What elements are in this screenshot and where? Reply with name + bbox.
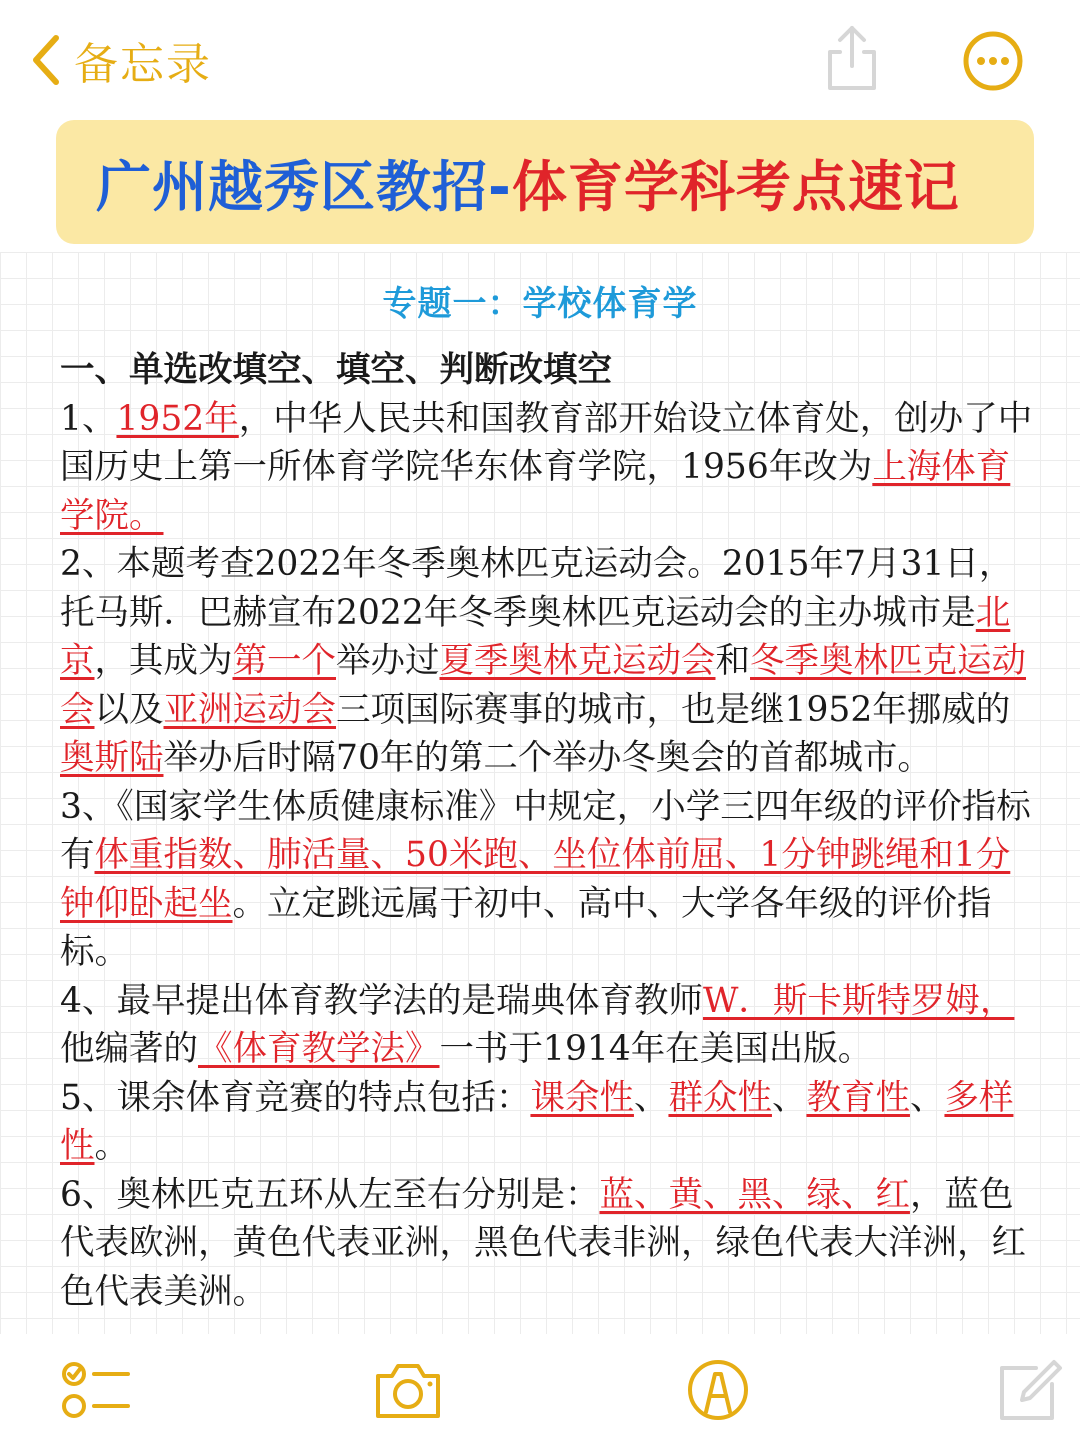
item-text: 一书于1914年在美国出版。 xyxy=(439,1029,873,1069)
item-text: ，其成为 xyxy=(94,641,233,681)
item-text: ，蓝色代表欧洲，黄色代表亚洲，黑色代表非洲，绿色代表大洋洲，红色代表美洲。 xyxy=(60,1174,1026,1312)
highlighted-answer: 上海体育学院。 xyxy=(60,447,1011,536)
checklist-icon[interactable] xyxy=(60,1358,132,1422)
item-text: 。立定跳远属于初中、高中、大学各年级的评价指标。 xyxy=(60,883,992,972)
item-text: 。 xyxy=(94,1126,129,1166)
item-text: 他编著的 xyxy=(60,1029,198,1069)
highlighted-answer: 北京 xyxy=(60,592,1011,681)
chevron-left-icon xyxy=(28,32,64,88)
highlighted-answer: 课余性 xyxy=(530,1077,634,1118)
highlighted-answer: 奥斯陆 xyxy=(60,738,164,778)
highlighted-answer: 《体育教学法》 xyxy=(198,1029,440,1069)
note-item xyxy=(60,1074,1035,1171)
item-text: 、 xyxy=(909,1077,945,1118)
item-text: 6、奥林匹克五环从左至右分别是： xyxy=(60,1174,600,1215)
item-text: 举办后时隔70年的第二个举办冬奥会的首都城市。 xyxy=(163,738,932,778)
highlighted-answer: 蓝、黄、黑、绿、红 xyxy=(599,1174,910,1215)
navigation-bar xyxy=(0,0,1080,120)
item-text: 5、课余体育竞赛的特点包括： xyxy=(60,1077,531,1118)
highlighted-answer: 群众性 xyxy=(668,1077,772,1118)
note-item xyxy=(60,395,1035,541)
compose-icon[interactable] xyxy=(994,1358,1066,1422)
item-text: 、 xyxy=(633,1077,669,1118)
markup-pen-icon[interactable] xyxy=(682,1358,754,1422)
item-text: 3、《国家学生体质健康标准》中规定，小学三四年级的评价指标有 xyxy=(60,786,1031,875)
highlighted-answer: 1952年 xyxy=(116,398,239,439)
note-item xyxy=(60,977,1035,1074)
page-title xyxy=(96,143,960,222)
title-part-1: 广州越秀区教招- xyxy=(96,154,512,219)
item-text: 2、本题考查2022年冬季奥林匹克运动会。2015年7月31日，托马斯．巴赫宣布2022年冬季奥林匹克运动会的主办城市是 xyxy=(60,544,1014,633)
highlighted-answer: W．斯卡斯特罗姆， xyxy=(702,980,1015,1021)
highlighted-answer: 教育性 xyxy=(806,1077,910,1118)
item-list xyxy=(60,395,1035,1317)
item-text: 、 xyxy=(771,1077,807,1118)
item-text: 和 xyxy=(715,641,750,681)
camera-icon[interactable] xyxy=(372,1358,444,1422)
item-text: 三项国际赛事的城市，也是继1952年挪威的 xyxy=(336,689,1011,730)
note-item xyxy=(60,1171,1035,1317)
highlighted-answer: 体重指数、肺活量、50米跑、坐位体前屈、1分钟跳绳和1分钟仰卧起坐 xyxy=(60,835,1011,924)
note-item xyxy=(60,783,1035,977)
share-icon[interactable] xyxy=(820,22,884,94)
item-text: ，中华人民共和国教育部开始设立体育处，创办了中国历史上第一所体育学院华东体育学院，1956年改为 xyxy=(60,398,1033,487)
note-item xyxy=(60,540,1035,783)
back-label: 备忘录 xyxy=(74,39,212,90)
section-heading: 一、单选改填空、填空、判断改填空 xyxy=(60,350,612,390)
bottom-toolbar xyxy=(0,1334,1080,1440)
item-text: 举办过 xyxy=(336,641,440,681)
section-subtitle: 专题一：学校体育学 xyxy=(382,284,698,324)
back-button[interactable] xyxy=(28,28,212,92)
title-part-2: 体育学科考点速记 xyxy=(511,154,960,219)
highlighted-answer: 夏季奥林克运动会 xyxy=(439,641,716,681)
highlighted-answer: 多样性 xyxy=(60,1077,1014,1166)
more-options-icon[interactable] xyxy=(962,30,1024,92)
title-banner xyxy=(56,120,1034,244)
item-text: 以及 xyxy=(94,689,164,730)
highlighted-answer: 第一个 xyxy=(232,641,336,681)
note-body[interactable] xyxy=(60,346,1035,1316)
item-text: 4、最早提出体育教学法的是瑞典体育教师 xyxy=(60,980,703,1021)
item-text: 1、 xyxy=(60,398,117,439)
highlighted-answer: 亚洲运动会 xyxy=(163,689,336,730)
highlighted-answer: 冬季奥林匹克运动会 xyxy=(60,641,1026,730)
